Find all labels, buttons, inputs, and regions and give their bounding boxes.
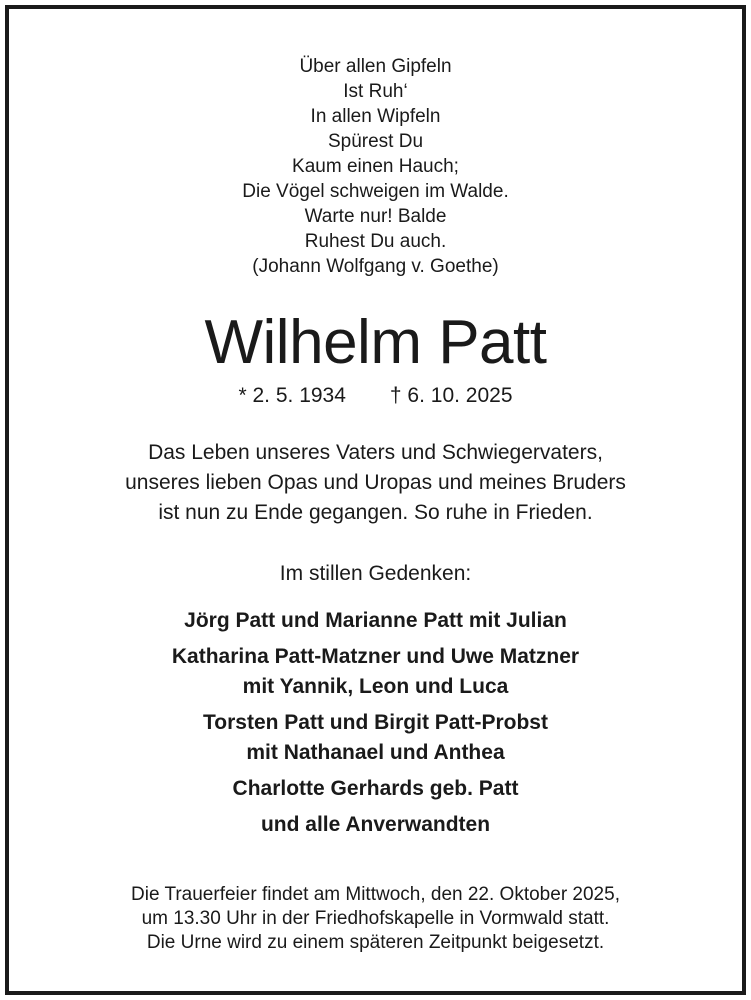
mourner-line: Katharina Patt-Matzner und Uwe Matzner [171,645,580,668]
intro-line: ist nun zu Ende gegangen. So ruhe in Frieden. [158,501,593,524]
mourner-line: und alle Anverwandten [260,813,491,836]
mourner-group [9,708,742,768]
mourner-line: Torsten Patt und Birgit Patt-Probst [203,711,548,734]
service-line: Die Trauerfeier findet am Mittwoch, den 22. Oktober 2025, [131,884,620,905]
poem-line: Ruhest Du auch. [304,231,447,252]
deceased-name: Wilhelm Patt [204,308,547,377]
obituary-frame [5,5,746,995]
poem-line: Die Vögel schweigen im Walde. [242,181,509,202]
poem-line: Über allen Gipfeln [299,56,452,77]
mourner-line: Charlotte Gerhards geb. Patt [232,777,519,800]
life-dates [9,382,742,410]
poem-author: (Johann Wolfgang v. Goethe) [252,256,499,277]
intro-text [9,438,742,528]
birth-date: * 2. 5. 1934 [238,384,346,407]
memory-heading: Im stillen Gedenken: [279,562,472,585]
intro-line: unseres lieben Opas und Uropas und meines Bruders [125,471,626,494]
poem-line: In allen Wipfeln [310,106,441,127]
mourner-line: mit Yannik, Leon und Luca [242,675,509,698]
mourner-group [9,810,742,840]
poem [9,54,742,279]
poem-line: Ist Ruh‘ [343,81,408,102]
poem-line: Spürest Du [327,131,424,152]
mourners-list [9,606,742,846]
service-info [9,883,742,955]
mourner-group [9,642,742,702]
service-line: Die Urne wird zu einem späteren Zeitpunkt beigesetzt. [146,932,605,953]
mourner-group [9,774,742,804]
mourner-line: mit Nathanael und Anthea [246,741,505,764]
poem-line: Warte nur! Balde [304,206,447,227]
poem-line: Kaum einen Hauch; [292,156,459,177]
death-date: † 6. 10. 2025 [389,384,513,407]
service-line: um 13.30 Uhr in der Friedhofskapelle in Vormwald statt. [141,908,610,929]
mourner-line: Jörg Patt und Marianne Patt mit Julian [184,609,567,632]
mourner-group [9,606,742,636]
intro-line: Das Leben unseres Vaters und Schwiegervaters, [148,441,603,464]
